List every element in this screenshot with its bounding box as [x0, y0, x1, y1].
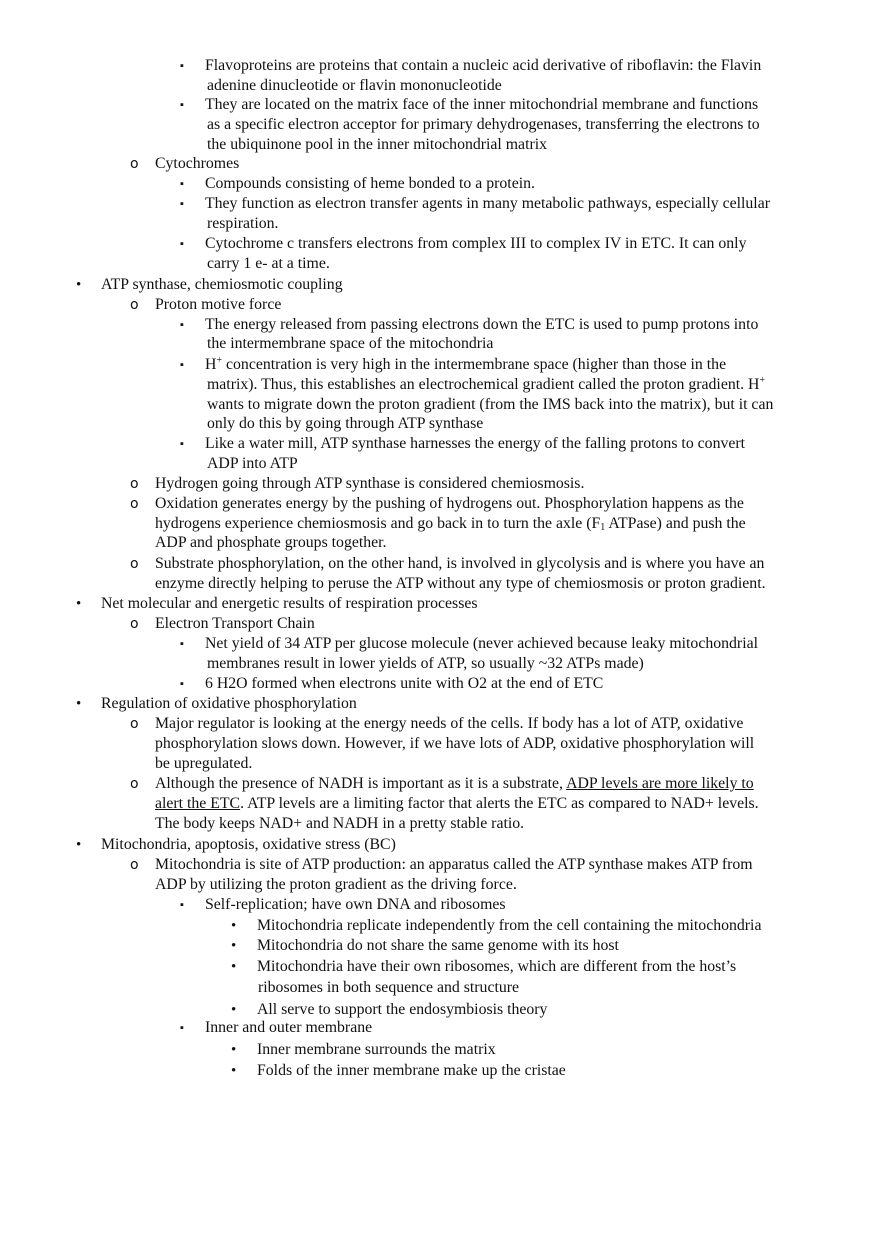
text-run: concentration is very high in the intermembrane space (higher than those in the [222, 356, 727, 373]
self-replication-heading: Self-replication; have own DNA and ribosomes [205, 896, 506, 913]
flavoproteins-line: the ubiquinone pool in the inner mitochondrial matrix [207, 136, 548, 153]
self-replication-line: ribosomes in both sequence and structure [258, 979, 520, 996]
etc-heading: Electron Transport Chain [155, 615, 315, 632]
oxidation-line [155, 514, 746, 534]
pmf-line: wants to migrate down the proton gradient (from the IMS back into the matrix), but it can [207, 396, 774, 413]
square-bullet-icon: ▪ [180, 638, 184, 650]
membrane-line: Folds of the inner membrane make up the cristae [257, 1062, 566, 1079]
mitochondria-line: ADP by utilizing the proton gradient as the driving force. [155, 876, 517, 893]
mitochondria-heading: Mitochondria, apoptosis, oxidative stress (BC) [101, 836, 396, 853]
square-bullet-icon: ▪ [180, 319, 184, 331]
pmf-line: Like a water mill, ATP synthase harnesses the energy of the falling protons to convert [205, 435, 746, 452]
subscript: 1 [600, 522, 606, 533]
etc-line: membranes result in lower yields of ATP, so usually ~32 ATPs made) [207, 655, 644, 672]
etc-line: Net yield of 34 ATP per glucose molecule (never achieved because leaky mitochondrial [205, 635, 758, 652]
membrane-line: Inner membrane surrounds the matrix [257, 1041, 496, 1058]
self-replication-line: Mitochondria have their own ribosomes, which are different from the host’s [257, 958, 737, 975]
bullet-icon: • [76, 277, 82, 293]
square-bullet-icon: ▪ [180, 60, 184, 72]
oxidation-line: Oxidation generates energy by the pushing of hydrogens out. Phosphorylation happens as the [155, 495, 744, 512]
cytochromes-line: carry 1 e- at a time. [207, 255, 330, 272]
text-run: Although the presence of NADH is important as it is a substrate, [155, 775, 567, 792]
circle-bullet-icon: o [130, 556, 139, 572]
bullet-icon: • [231, 1002, 237, 1018]
cytochromes-line: respiration. [207, 215, 279, 232]
flavoproteins-line: adenine dinucleotide or flavin mononucleotide [207, 77, 502, 94]
pmf-line: only do this by going through ATP synthase [207, 415, 484, 432]
circle-bullet-icon: o [130, 776, 139, 792]
substrate-line: Substrate phosphorylation, on the other hand, is involved in glycolysis and is where you have an [155, 555, 765, 572]
pmf-line: The energy released from passing electrons down the ETC is used to pump protons into [205, 316, 759, 333]
regulation-line [155, 794, 759, 814]
pmf-line: the intermembrane space of the mitochondria [207, 335, 494, 352]
square-bullet-icon: ▪ [180, 1022, 184, 1034]
cytochromes-line: Cytochrome c transfers electrons from complex III to complex IV in ETC. It can only [205, 235, 747, 252]
chemiosmosis-line: Hydrogen going through ATP synthase is considered chemiosmosis. [155, 475, 585, 492]
atp-synthase-heading: ATP synthase, chemiosmotic coupling [101, 276, 343, 293]
circle-bullet-icon: o [130, 616, 139, 632]
superscript: + [216, 355, 223, 366]
membrane-heading: Inner and outer membrane [205, 1019, 373, 1036]
regulation-line: Major regulator is looking at the energy needs of the cells. If body has a lot of ATP, oxidative [155, 715, 744, 732]
self-replication-line: All serve to support the endosymbiosis theory [257, 1001, 548, 1018]
circle-bullet-icon: o [130, 476, 139, 492]
bullet-icon: • [231, 1042, 237, 1058]
self-replication-line: Mitochondria replicate independently from the cell containing the mitochondria [257, 917, 762, 934]
pmf-line: ADP into ATP [207, 455, 298, 472]
square-bullet-icon: ▪ [180, 359, 184, 371]
bullet-icon: • [76, 837, 82, 853]
text-run: ATPase) and push the [605, 515, 746, 532]
flavoproteins-line: They are located on the matrix face of the inner mitochondrial membrane and functions [205, 96, 759, 113]
bullet-icon: • [231, 959, 237, 975]
circle-bullet-icon: o [130, 156, 139, 172]
pmf-line [207, 375, 765, 395]
underlined-text: ADP levels are more likely to [566, 775, 754, 792]
cytochromes-heading: Cytochromes [155, 155, 240, 172]
regulation-line: be upregulated. [155, 755, 253, 772]
circle-bullet-icon: o [130, 716, 139, 732]
square-bullet-icon: ▪ [180, 899, 184, 911]
net-results-heading: Net molecular and energetic results of respiration processes [101, 595, 478, 612]
underlined-text: alert the ETC [155, 795, 241, 812]
self-replication-line: Mitochondria do not share the same genome with its host [257, 937, 619, 954]
text-run: . ATP levels are a limiting factor that alerts the ETC as compared to NAD+ levels. [240, 795, 759, 812]
regulation-line: phosphorylation slows down. However, if we have lots of ADP, oxidative phosphorylation will [155, 735, 755, 752]
cytochromes-line: They function as electron transfer agents in many metabolic pathways, especially cellular [205, 195, 770, 212]
square-bullet-icon: ▪ [180, 198, 184, 210]
bullet-icon: • [76, 696, 82, 712]
square-bullet-icon: ▪ [180, 99, 184, 111]
regulation-line [155, 774, 754, 794]
bullet-icon: • [231, 918, 237, 934]
text-run: H [205, 356, 217, 373]
mitochondria-line: Mitochondria is site of ATP production: an apparatus called the ATP synthase makes ATP from [155, 856, 753, 873]
regulation-line: The body keeps NAD+ and NADH in a pretty stable ratio. [155, 815, 525, 832]
cytochromes-line: Compounds consisting of heme bonded to a protein. [205, 175, 535, 192]
bullet-icon: • [231, 938, 237, 954]
regulation-heading: Regulation of oxidative phosphorylation [101, 695, 357, 712]
square-bullet-icon: ▪ [180, 438, 184, 450]
etc-line: 6 H2O formed when electrons unite with O2 at the end of ETC [205, 675, 604, 692]
circle-bullet-icon: o [130, 857, 139, 873]
square-bullet-icon: ▪ [180, 678, 184, 690]
flavoproteins-line: Flavoproteins are proteins that contain a nucleic acid derivative of riboflavin: the Flavin [205, 57, 762, 74]
text-run: hydrogens experience chemiosmosis and go back in to turn the axle (F [155, 515, 601, 532]
bullet-icon: • [231, 1063, 237, 1079]
square-bullet-icon: ▪ [180, 238, 184, 250]
bullet-icon: • [76, 596, 82, 612]
flavoproteins-line: as a specific electron acceptor for primary dehydrogenases, transferring the electrons to [207, 116, 760, 133]
circle-bullet-icon: o [130, 496, 139, 512]
text-run: matrix). Thus, this establishes an electrochemical gradient called the proton gradient. H [207, 376, 760, 393]
proton-motive-force-heading: Proton motive force [155, 296, 282, 313]
pmf-line [205, 355, 726, 375]
square-bullet-icon: ▪ [180, 178, 184, 190]
superscript: + [759, 375, 766, 386]
substrate-line: enzyme directly helping to peruse the ATP without any type of chemiosmosis or proton gradient. [155, 575, 766, 592]
oxidation-line: ADP and phosphate groups together. [155, 534, 387, 551]
circle-bullet-icon: o [130, 297, 139, 313]
